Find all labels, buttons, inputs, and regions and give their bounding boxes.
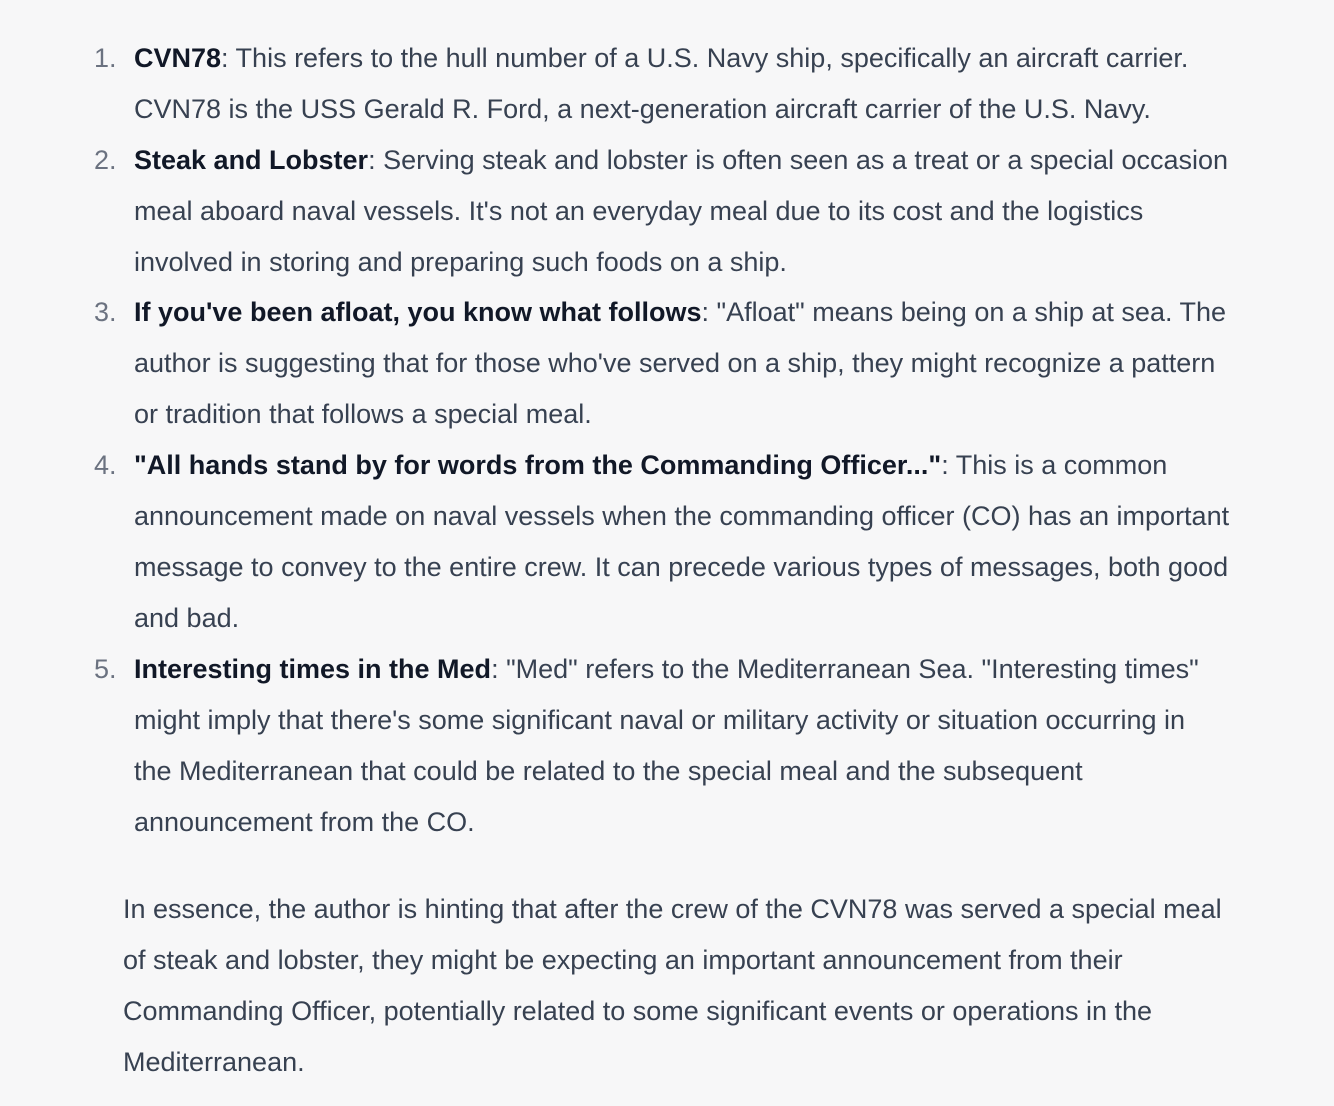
text-line: author is suggesting that for those who've served on a ship, they might recognize a pattern: [134, 348, 1216, 378]
text-segment: : This refers to the hull number of a U.S. Navy ship, specifically an aircraft carrier.: [221, 43, 1189, 73]
list-item-text: [134, 644, 1314, 848]
text-line: [134, 33, 1314, 84]
text-line: meal aboard naval vessels. It's not an everyday meal due to its cost and the logistics: [134, 196, 1144, 226]
text-line: Mediterranean.: [123, 1047, 305, 1077]
list-number: 1.: [94, 43, 117, 73]
text-line: [134, 644, 1314, 695]
text-line: message to convey to the entire crew. It can precede various types of messages, both good: [134, 552, 1229, 582]
text-line: [134, 287, 1314, 338]
text-line: or tradition that follows a special meal.: [134, 399, 592, 429]
list-number: 4.: [94, 450, 117, 480]
list-item-term: "All hands stand by for words from the Commanding Officer...": [134, 450, 942, 480]
list-item-term: Steak and Lobster: [134, 145, 369, 175]
list-item-text: [134, 440, 1314, 644]
text-segment: : Serving steak and lobster is often seen as a treat or a special occasion: [368, 145, 1229, 175]
text-segment: : This is a common: [941, 450, 1168, 480]
text-line: involved in storing and preparing such foods on a ship.: [134, 247, 787, 277]
text-line: of steak and lobster, they might be expecting an important announcement from their: [123, 945, 1123, 975]
text-line: announcement from the CO.: [134, 807, 475, 837]
text-segment: : "Afloat" means being on a ship at sea. The: [701, 297, 1226, 327]
list-item-text: [134, 135, 1314, 288]
text-segment: : "Med" refers to the Mediterranean Sea. "Interesting times": [491, 654, 1199, 684]
text-line: and bad.: [134, 603, 240, 633]
list-item-text: [134, 287, 1314, 440]
text-line: CVN78 is the USS Gerald R. Ford, a next-generation aircraft carrier of the U.S. Navy.: [134, 94, 1151, 124]
text-line: [134, 440, 1314, 491]
text-line: In essence, the author is hinting that after the crew of the CVN78 was served a special meal: [123, 894, 1222, 924]
list-item-term: If you've been afloat, you know what follows: [134, 297, 702, 327]
text-line: announcement made on naval vessels when the commanding officer (CO) has an important: [134, 501, 1230, 531]
text-line: [134, 135, 1314, 186]
list-number: 3.: [94, 297, 117, 327]
list-number: 2.: [94, 145, 117, 175]
list-item-term: Interesting times in the Med: [134, 654, 492, 684]
text-line: might imply that there's some significant naval or military activity or situation occurring in: [134, 705, 1186, 735]
list-item-text: [134, 33, 1314, 135]
list-number: 5.: [94, 654, 117, 684]
summary-paragraph: [123, 884, 1313, 1088]
list-item-term: CVN78: [134, 43, 222, 73]
text-line: Commanding Officer, potentially related to some significant events or operations in the: [123, 996, 1153, 1026]
text-line: the Mediterranean that could be related to the special meal and the subsequent: [134, 756, 1083, 786]
